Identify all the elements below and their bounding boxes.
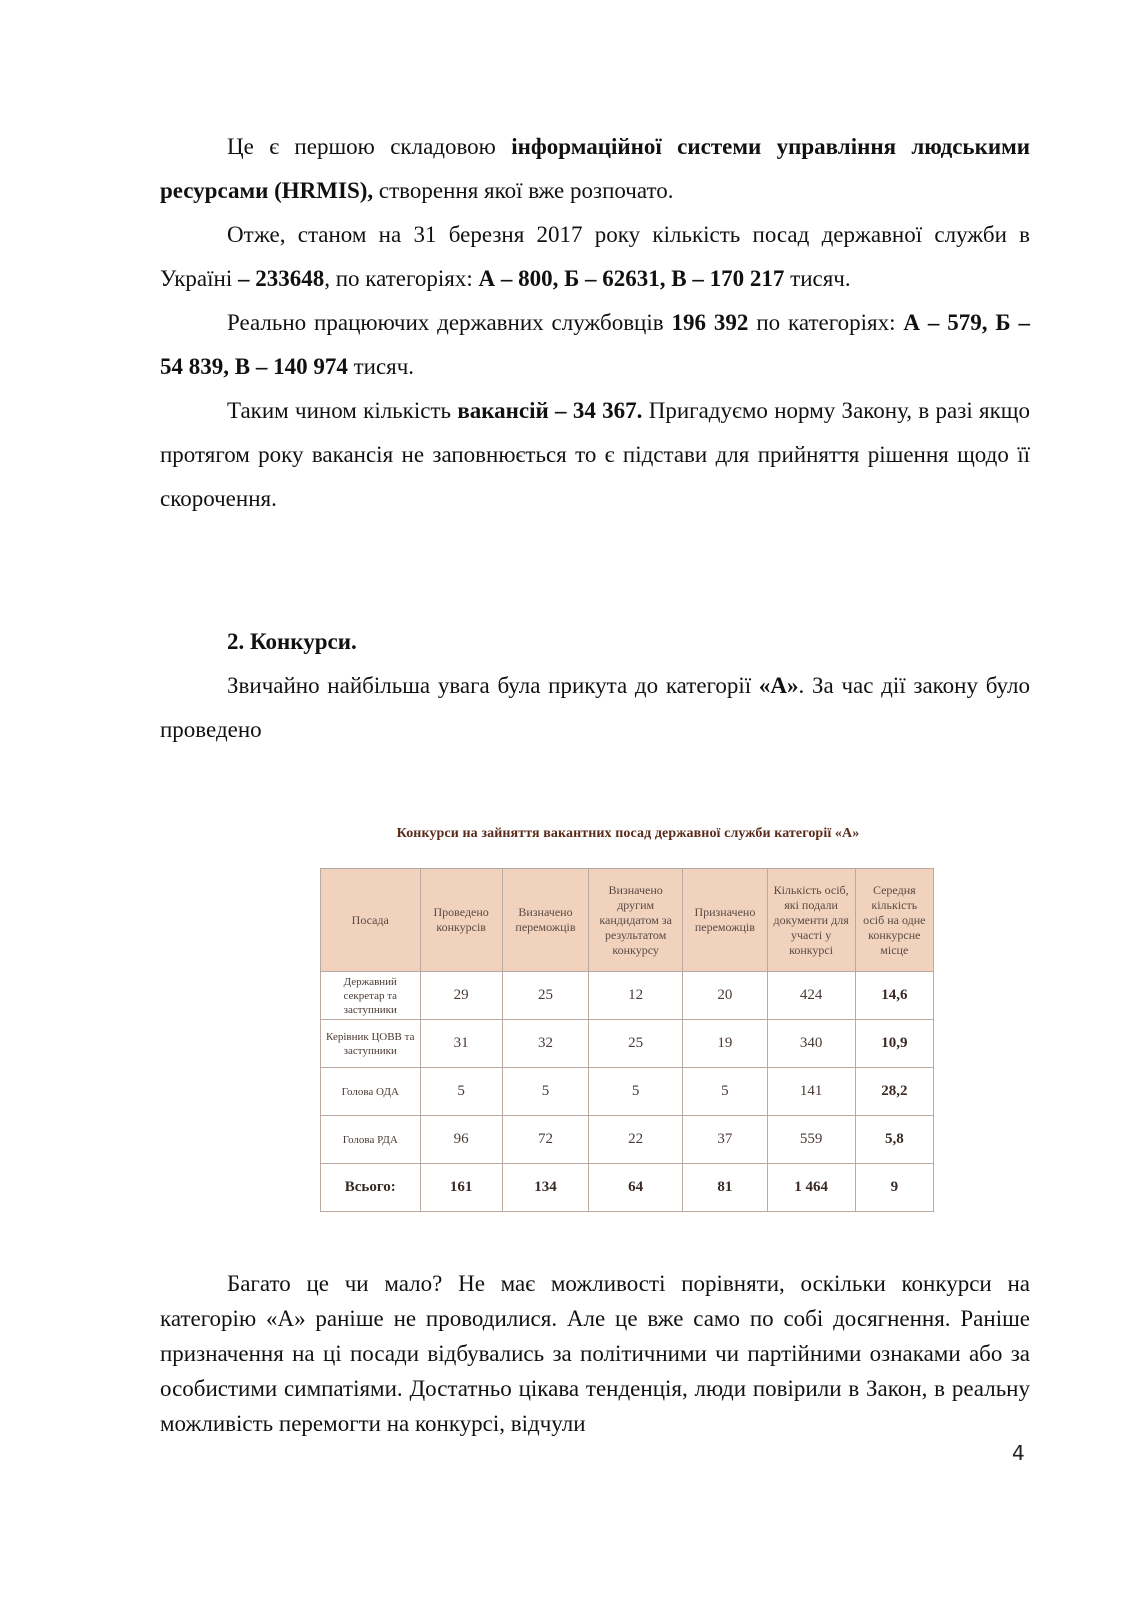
section-heading: 2. Конкурси. — [227, 629, 357, 654]
table-cell: 1 464 — [767, 1164, 855, 1212]
row-label: Всього: — [321, 1164, 421, 1212]
bold-run: А – 800, Б – 62631, В – 170 217 — [478, 266, 785, 291]
table-cell: 559 — [767, 1116, 855, 1164]
row-label: Державний секретар та заступники — [321, 972, 421, 1020]
row-label: Голова РДА — [321, 1116, 421, 1164]
bold-run: А – 579, Б – 54 839, В – 140 974 — [160, 310, 1031, 379]
table-cell: 5,8 — [855, 1116, 933, 1164]
header-cell: Визначено другим кандидатом за результатом конкурсу — [589, 869, 683, 972]
table-cell: 29 — [420, 972, 502, 1020]
header-cell: Кількість осіб, які подали документи для участі у конкурсі — [767, 869, 855, 972]
paragraph-vacancies — [160, 389, 1030, 521]
table-cell: 22 — [589, 1116, 683, 1164]
paragraph-hrmis — [160, 125, 1030, 213]
text-run: Таким чином кількість — [227, 398, 458, 423]
text-run: Пригадуємо норму Закону, в разі якщо протягом року вакансія не заповнюється то є підстави для прийняття рішення щодо її скорочення. — [160, 398, 1030, 511]
paragraph-working-servants — [160, 301, 1030, 389]
table-row — [321, 1116, 934, 1164]
text-run: створення якої вже розпочато. — [373, 178, 674, 203]
table-cell: 64 — [589, 1164, 683, 1212]
text-run: , по категоріях: — [324, 266, 479, 291]
table-row — [321, 1020, 934, 1068]
bold-run: – 233648 — [237, 266, 325, 291]
table-cell: 19 — [683, 1020, 767, 1068]
text-run: Реально працюючих державних службовців — [227, 310, 672, 335]
table-header-row — [321, 869, 934, 972]
bold-run: 196 392 — [671, 310, 749, 335]
table-cell: 10,9 — [855, 1020, 933, 1068]
text-run: тисяч. — [784, 266, 851, 291]
header-cell: Посада — [321, 869, 421, 972]
table-cell: 72 — [502, 1116, 588, 1164]
row-label: Керівник ЦОВВ та заступники — [321, 1020, 421, 1068]
text-run: тисяч. — [347, 354, 415, 379]
table-cell: 32 — [502, 1020, 588, 1068]
header-cell: Призначено переможців — [683, 869, 767, 972]
competitions-table-figure — [320, 826, 936, 1212]
table-cell: 5 — [420, 1068, 502, 1116]
table-cell: 20 — [683, 972, 767, 1020]
table-cell: 25 — [589, 1020, 683, 1068]
table-cell: 81 — [683, 1164, 767, 1212]
table-cell: 5 — [502, 1068, 588, 1116]
bold-run: інформаційної системи управління людськими ресурсами (HRMIS), — [160, 134, 1030, 203]
text-run: по категоріях: — [748, 310, 904, 335]
paragraph-positions-count — [160, 213, 1030, 301]
table-cell: 340 — [767, 1020, 855, 1068]
row-label: Голова ОДА — [321, 1068, 421, 1116]
table-cell: 96 — [420, 1116, 502, 1164]
table-cell: 37 — [683, 1116, 767, 1164]
text-run: . За час дії закону було проведено — [160, 673, 1030, 742]
page-number: 4 — [1012, 1441, 1025, 1465]
header-cell: Середня кількість осіб на одне конкурсне місце — [855, 869, 933, 972]
table-cell: 28,2 — [855, 1068, 933, 1116]
text-run: Звичайно найбільша увага була прикута до категорії — [227, 673, 759, 698]
header-cell: Визначено переможців — [502, 869, 588, 972]
table-cell: 141 — [767, 1068, 855, 1116]
table-cell: 31 — [420, 1020, 502, 1068]
table-cell: 25 — [502, 972, 588, 1020]
table-cell: 424 — [767, 972, 855, 1020]
table-cell: 5 — [683, 1068, 767, 1116]
table-cell: 161 — [420, 1164, 502, 1212]
table-row — [321, 972, 934, 1020]
competitions-table — [320, 868, 934, 1212]
table-total-row — [321, 1164, 934, 1212]
text-run: Це є першою складовою — [227, 134, 512, 159]
table-cell: 12 — [589, 972, 683, 1020]
closing-text — [160, 1266, 1030, 1441]
table-row — [321, 1068, 934, 1116]
table-cell: 14,6 — [855, 972, 933, 1020]
intro-text — [160, 125, 1030, 521]
table-title: Конкурси на зайняття вакантних посад державної служби категорії «А» — [396, 826, 860, 841]
table-cell: 9 — [855, 1164, 933, 1212]
bold-run: «А» — [758, 673, 799, 698]
competitions-section — [160, 620, 1030, 752]
table-cell: 5 — [589, 1068, 683, 1116]
paragraph-category-a — [160, 664, 1030, 752]
text-run: Отже, станом на 31 березня 2017 року кількість посад державної служби в Україні — [160, 222, 1030, 291]
header-cell: Проведено конкурсів — [420, 869, 502, 972]
bold-run: вакансій – 34 367. — [457, 398, 643, 423]
table-cell: 134 — [502, 1164, 588, 1212]
paragraph-conclusion: Багато це чи мало? Не має можливості порівняти, оскільки конкурси на категорію «А» раніше не проводилися. Але це вже само по собі досягнення. Раніше призначення на ці посади відбувались за політичними чи партійними ознаками або за особистими симпатіями. Достатньо цікава тенденція, люди повірили в Закон, в реальну можливість перемогти на конкурсі, відчули — [160, 1271, 1030, 1436]
